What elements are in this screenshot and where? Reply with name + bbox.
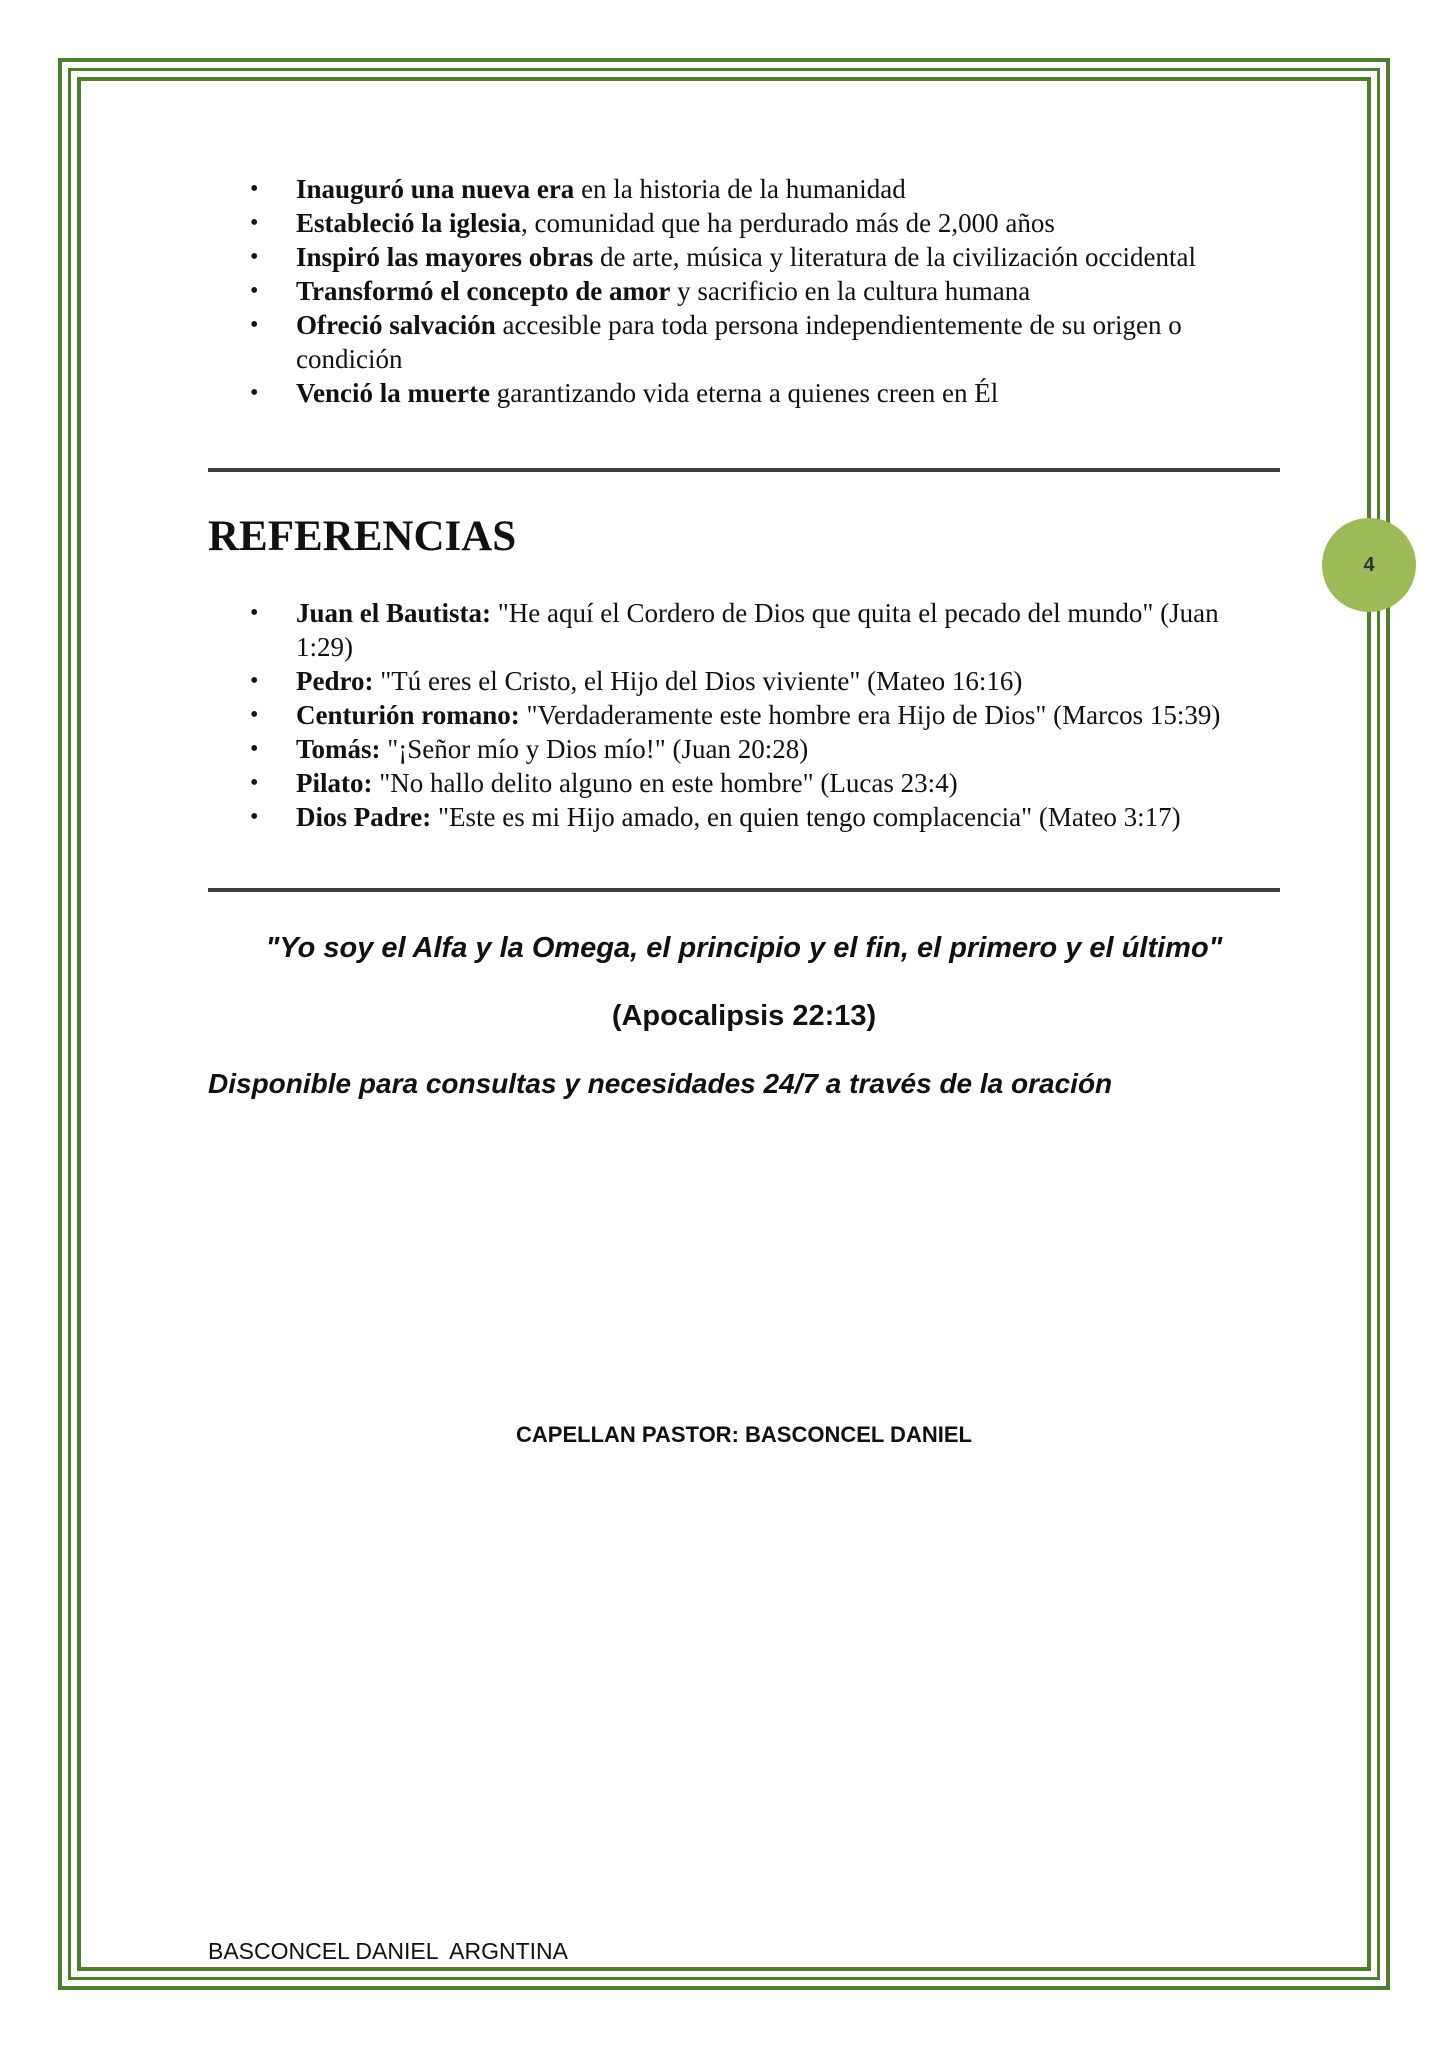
- reference-quote: "Tú eres el Cristo, el Hijo del Dios viviente" (Mateo 16:16): [373, 666, 1023, 696]
- item-text: y sacrificio en la cultura humana: [670, 276, 1031, 306]
- scripture-citation: (Apocalipsis 22:13): [611, 1000, 877, 1032]
- item-bold-text: Venció la muerte: [296, 378, 490, 408]
- page-number-badge: [1322, 518, 1416, 612]
- bullet-icon: •: [250, 176, 259, 202]
- signature: CAPELLAN PASTOR: BASCONCEL DANIEL: [516, 1422, 972, 1447]
- bullet-icon: •: [250, 380, 259, 406]
- item-bold-text: Ofreció salvación: [296, 310, 496, 340]
- availability-note: Disponible para consultas y necesidades 24/7 a través de la oración: [208, 1068, 1113, 1099]
- item-text: de arte, música y literatura de la civilización occidental: [593, 242, 1196, 272]
- list-item: [208, 766, 1280, 800]
- list-item: [208, 274, 1280, 308]
- list-item: [208, 698, 1280, 732]
- reference-quote: "No hallo delito alguno en este hombre" (Lucas 23:4): [372, 768, 958, 798]
- item-text: , comunidad que ha perdurado más de 2,000 años: [521, 208, 1055, 238]
- references-list: [208, 596, 1280, 834]
- list-item: [208, 732, 1280, 766]
- list-item: [208, 376, 1280, 410]
- reference-speaker: Juan el Bautista:: [296, 598, 492, 628]
- bullet-icon: •: [250, 736, 259, 762]
- references-heading: REFERENCIAS: [208, 513, 517, 560]
- list-item: [208, 240, 1280, 274]
- reference-quote: "Verdaderamente este hombre era Hijo de Dios" (Marcos 15:39): [519, 700, 1221, 730]
- list-item: [208, 596, 1280, 664]
- reference-speaker: Tomás:: [296, 734, 381, 764]
- reference-speaker: Dios Padre:: [296, 802, 432, 832]
- section-divider: [208, 888, 1280, 892]
- list-item: [208, 206, 1280, 240]
- list-item: [208, 308, 1280, 376]
- reference-quote: "He aquí el Cordero de Dios que quita el pecado del mundo" (Juan 1:29): [296, 598, 1219, 662]
- bullet-icon: •: [250, 312, 259, 338]
- scripture-quote: "Yo soy el Alfa y la Omega, el principio y el fin, el primero y el último": [265, 932, 1223, 964]
- section-divider: [208, 468, 1280, 472]
- list-item: [208, 664, 1280, 698]
- bullet-icon: •: [250, 278, 259, 304]
- bullet-icon: •: [250, 668, 259, 694]
- item-text: accesible para toda persona independientemente de su origen o condición: [296, 310, 1182, 374]
- reference-speaker: Pilato:: [296, 768, 373, 798]
- reference-speaker: Centurión romano:: [296, 700, 520, 730]
- item-bold-text: Inspiró las mayores obras: [296, 242, 594, 272]
- item-bold-text: Estableció la iglesia: [296, 208, 521, 238]
- list-item: [208, 172, 1280, 206]
- reference-quote: "¡Señor mío y Dios mío!" (Juan 20:28): [380, 734, 809, 764]
- reference-speaker: Pedro:: [296, 666, 374, 696]
- bullet-icon: •: [250, 702, 259, 728]
- bullet-icon: •: [250, 600, 259, 626]
- page-footer: BASCONCEL DANIEL ARGNTINA: [208, 1938, 568, 1964]
- list-item: [208, 800, 1280, 834]
- item-text: garantizando vida eterna a quienes creen en Él: [489, 378, 999, 408]
- item-bold-text: Inauguró una nueva era: [296, 174, 575, 204]
- reference-quote: "Este es mi Hijo amado, en quien tengo complacencia" (Mateo 3:17): [431, 802, 1181, 832]
- item-bold-text: Transformó el concepto de amor: [296, 276, 671, 306]
- bullet-icon: •: [250, 210, 259, 236]
- page-content: [208, 172, 1280, 1102]
- achievements-list: [208, 172, 1280, 410]
- bullet-icon: •: [250, 770, 259, 796]
- bullet-icon: •: [250, 244, 259, 270]
- item-text: en la historia de la humanidad: [574, 174, 906, 204]
- page-number: 4: [1363, 553, 1375, 576]
- bullet-icon: •: [250, 804, 259, 830]
